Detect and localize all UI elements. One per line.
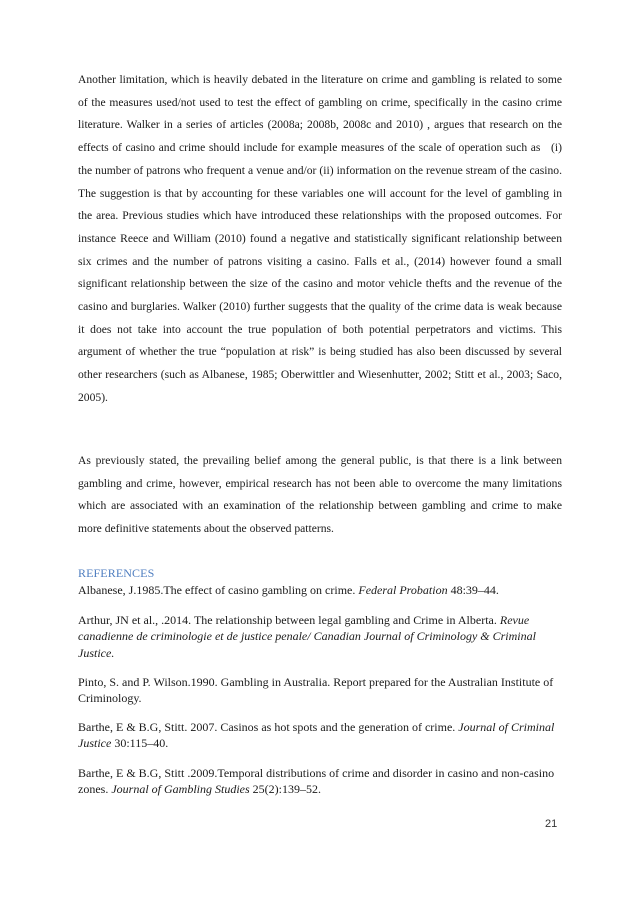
reference-item — [78, 674, 562, 706]
reference-journal: Federal Probation — [358, 583, 448, 597]
reference-text: Barthe, E & B.G, Stitt .2009.Temporal distributions of crime and disorder in casino and non-casino zones. — [78, 765, 555, 796]
body-paragraph-2: As previously stated, the prevailing belief among the general public, is that there is a link between gambling and crime, however, empirical research has not been able to overcome the many limitations which are associated with an examination of the relationship between gambling and crime to make more definitive statements about the observed patterns. — [78, 454, 562, 536]
reference-volume: 30:115–40. — [111, 736, 169, 751]
reference-journal: Revue canadienne de criminologie et de justice penale/ Canadian Journal of Criminology & Criminal Justice. — [78, 613, 536, 660]
reference-item — [78, 612, 562, 661]
reference-text: Arthur, JN et al., .2014. The relationship between legal gambling and Crime in Alberta. — [78, 613, 500, 628]
reference-volume: 25(2):139–52. — [249, 781, 321, 796]
reference-text: Barthe, E & B.G, Stitt. 2007. Casinos as hot spots and the generation of crime. — [78, 720, 459, 735]
page-number: 21 — [545, 818, 558, 830]
reference-item — [78, 765, 562, 797]
reference-journal: Journal of Criminal Justice — [78, 720, 555, 751]
reference-item — [78, 719, 562, 751]
body-paragraph-1: Another limitation, which is heavily debated in the literature on crime and gambling is related to some of the measures used/not used to test the effect of gambling on crime, specifically in the casino crime literature. Walker in a series of articles (2008a; 2008b, 2008c and 2010) , argues that research on the effects of casino and crime should include for example measures of the scale of operation such as (i) the number of patrons who frequent a venue and/or (ii) information on the revenue stream of the casino. The suggestion is that by accounting for these variables one will account for the level of gambling in the area. Previous studies which have introduced these relationships with the proposed outcomes. For instance Reece and William (2010) found a negative and statistically significant relationship between six crimes and the number of patrons visiting a casino. Falls et al., (2014) however found a small significant relationship between the size of the casino and motor vehicle thefts and the revenue of the casino and burglaries. Walker (2010) further suggests that the quality of the crime data is weak because it does not take into account the true population of both potential perpetrators and victims. This argument of whether the true “population at risk” is being studied has also been discussed by several other researchers (such as Albanese, 1985; Oberwittler and Wiesenhutter, 2002; Stitt et al., 2003; Saco, 2005). — [78, 73, 562, 404]
reference-volume: 48:39–44. — [447, 583, 499, 597]
reference-item — [78, 582, 562, 598]
references-heading: REFERENCES — [78, 566, 155, 580]
references-section — [78, 564, 562, 810]
reference-text: Albanese, J.1985.The effect of casino gambling on crime. — [78, 583, 359, 597]
reference-journal: Journal of Gambling Studies — [111, 781, 250, 796]
reference-text: Pinto, S. and P. Wilson.1990. Gambling in Australia. Report prepared for the Australian Institute of Criminology. — [78, 674, 554, 706]
